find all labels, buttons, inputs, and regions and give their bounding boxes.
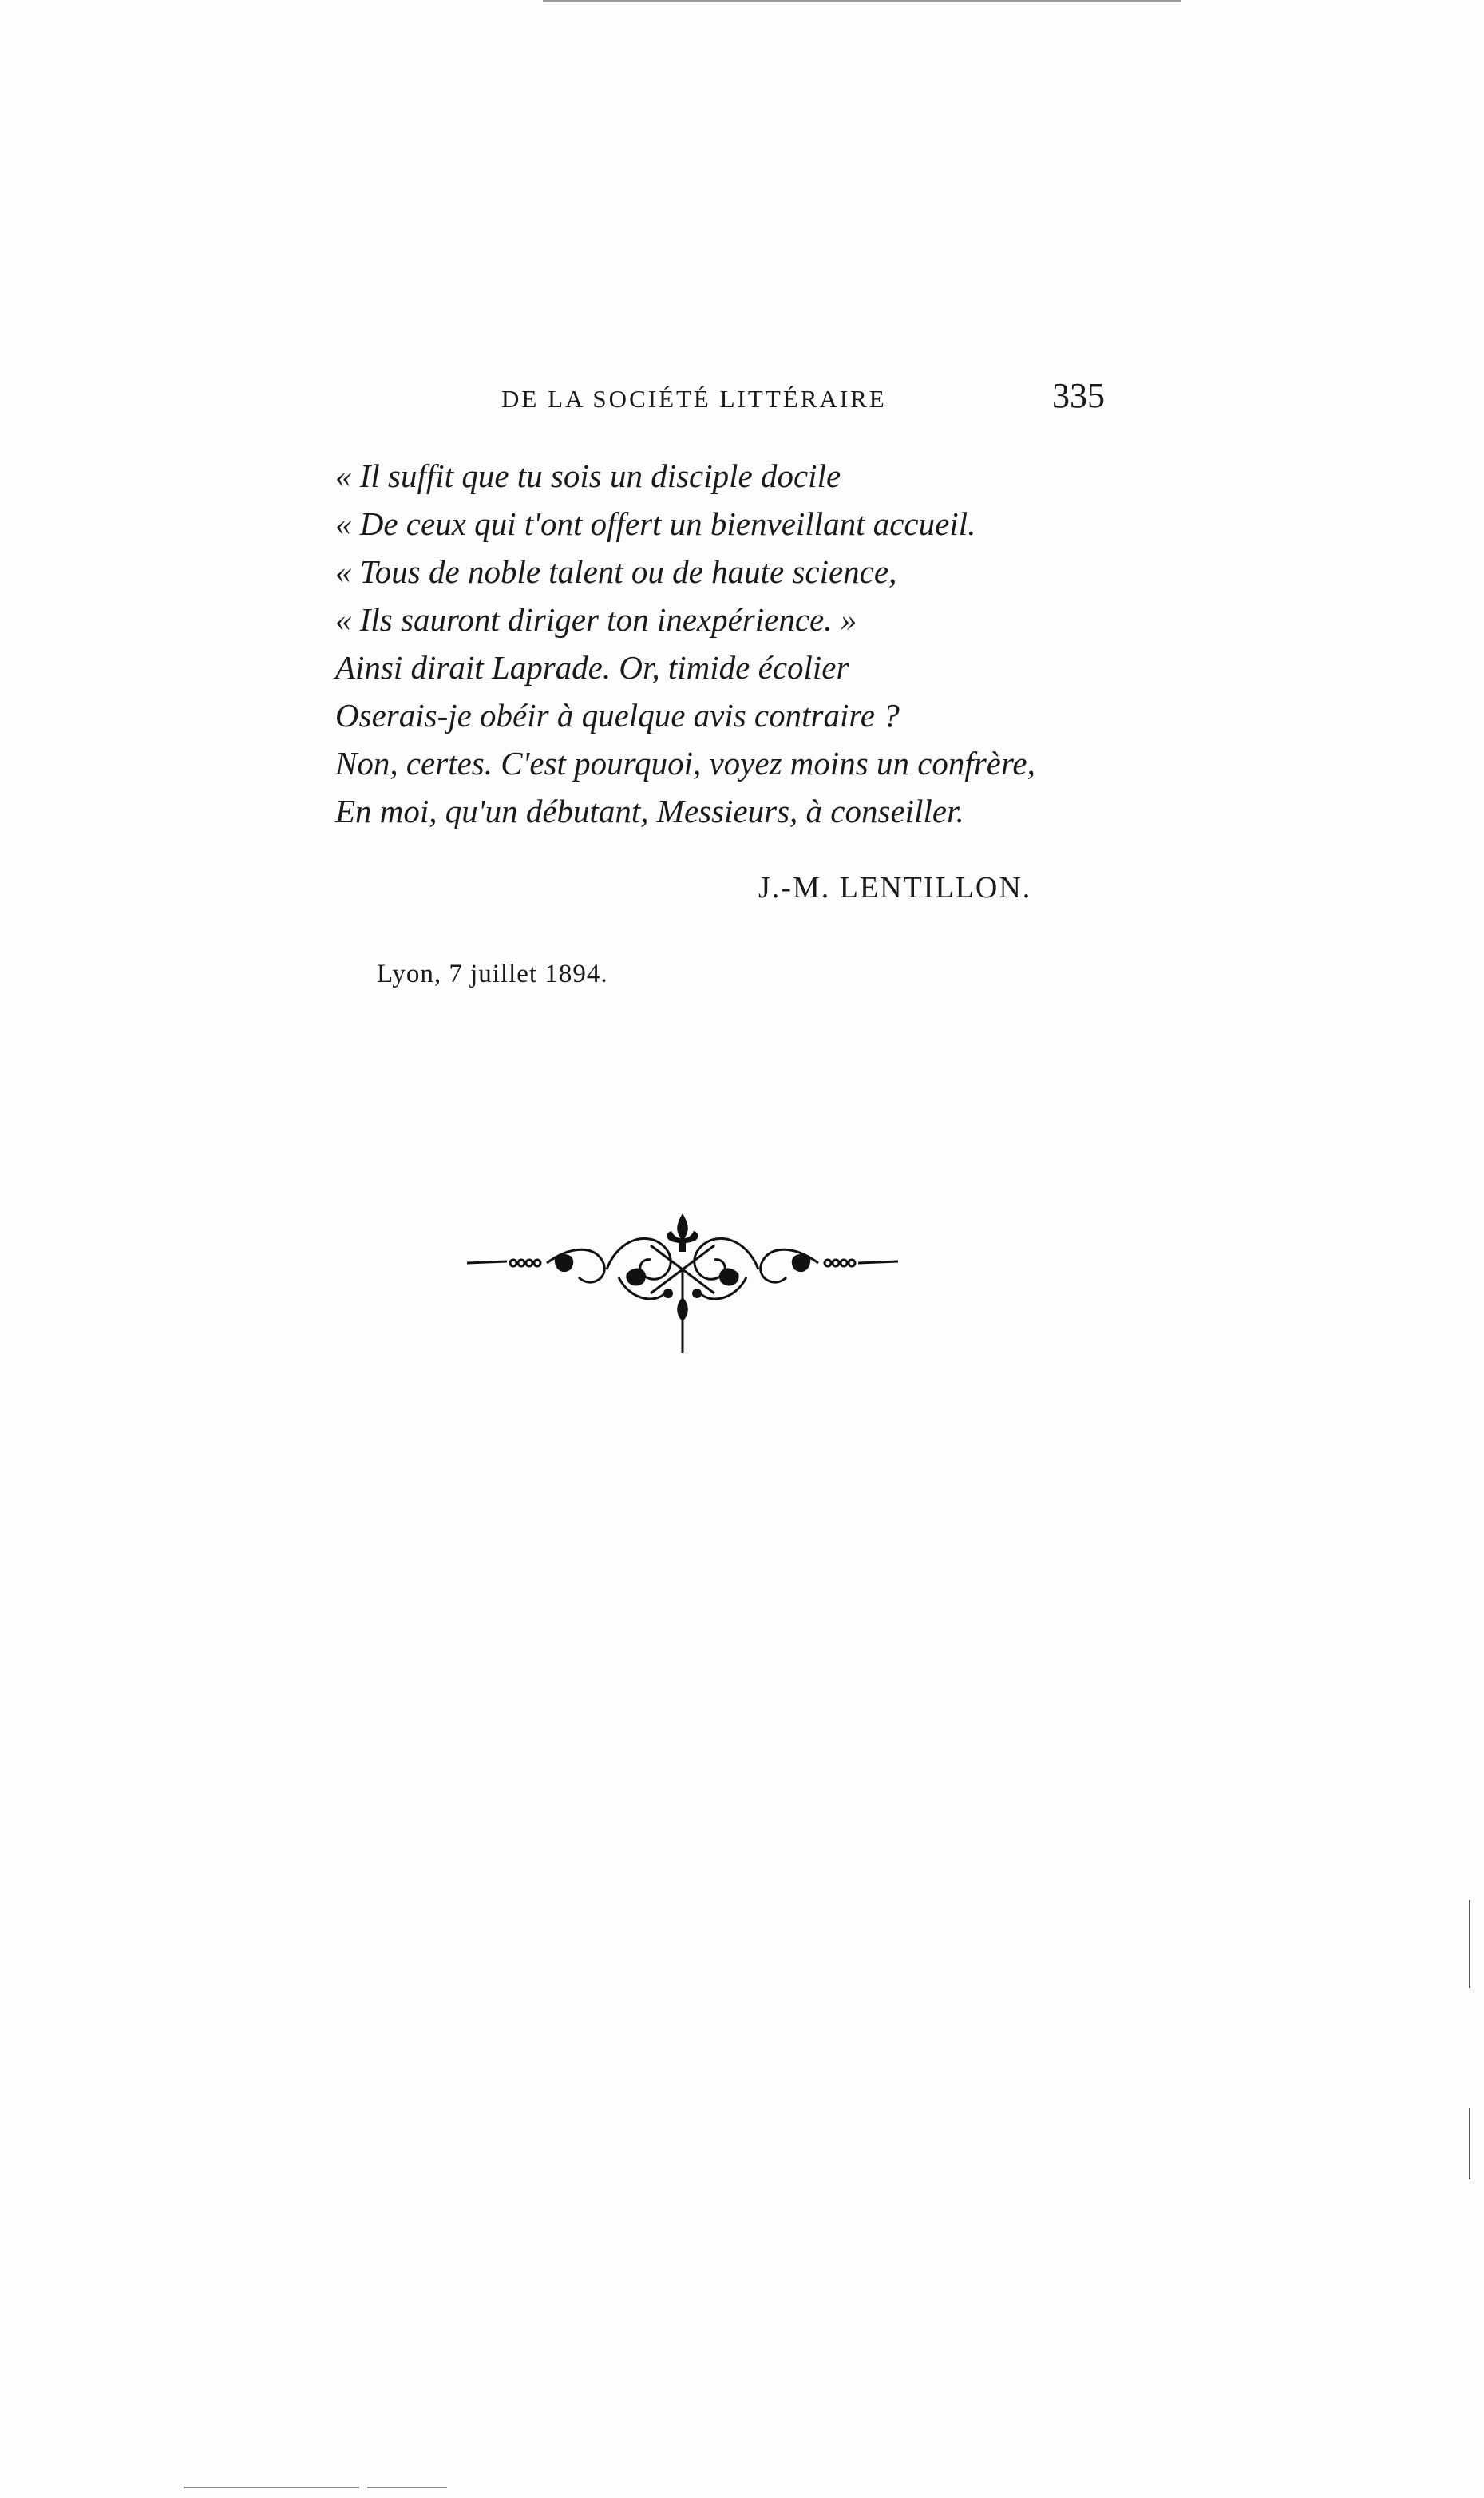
poem-verse — [335, 452, 1134, 835]
verse-line: « Il suffit que tu sois un disciple docile — [335, 457, 841, 494]
verse-line: Non, certes. C'est pourquoi, voyez moins un confrère, — [335, 745, 1035, 782]
scan-artifact — [543, 0, 1181, 2]
verse-line: « Tous de noble talent ou de haute science, — [335, 553, 897, 590]
verse-line: « Ils sauront diriger ton inexpérience. » — [335, 601, 857, 638]
scan-artifact — [184, 2487, 359, 2488]
verse-line: Oserais-je obéir à quelque avis contraire ? — [335, 697, 900, 734]
verse-line: « De ceux qui t'ont offert un bienveillant accueil. — [335, 505, 976, 542]
scan-artifact — [1469, 2108, 1470, 2179]
verse-line: Ainsi dirait Laprade. Or, timide écolier — [335, 649, 849, 686]
author-signature: J.-M. LENTILLON. — [758, 871, 1032, 905]
running-head: DE LA SOCIÉTÉ LITTÉRAIRE — [501, 385, 887, 413]
scan-artifact — [1469, 1900, 1470, 1988]
verse-line: En moi, qu'un débutant, Messieurs, à conseiller. — [335, 793, 964, 829]
scan-artifact — [367, 2487, 447, 2488]
page-number: 335 — [1052, 376, 1105, 415]
fleuron-ornament-icon — [459, 1213, 906, 1357]
dateline: Lyon, 7 juillet 1894. — [377, 960, 608, 988]
